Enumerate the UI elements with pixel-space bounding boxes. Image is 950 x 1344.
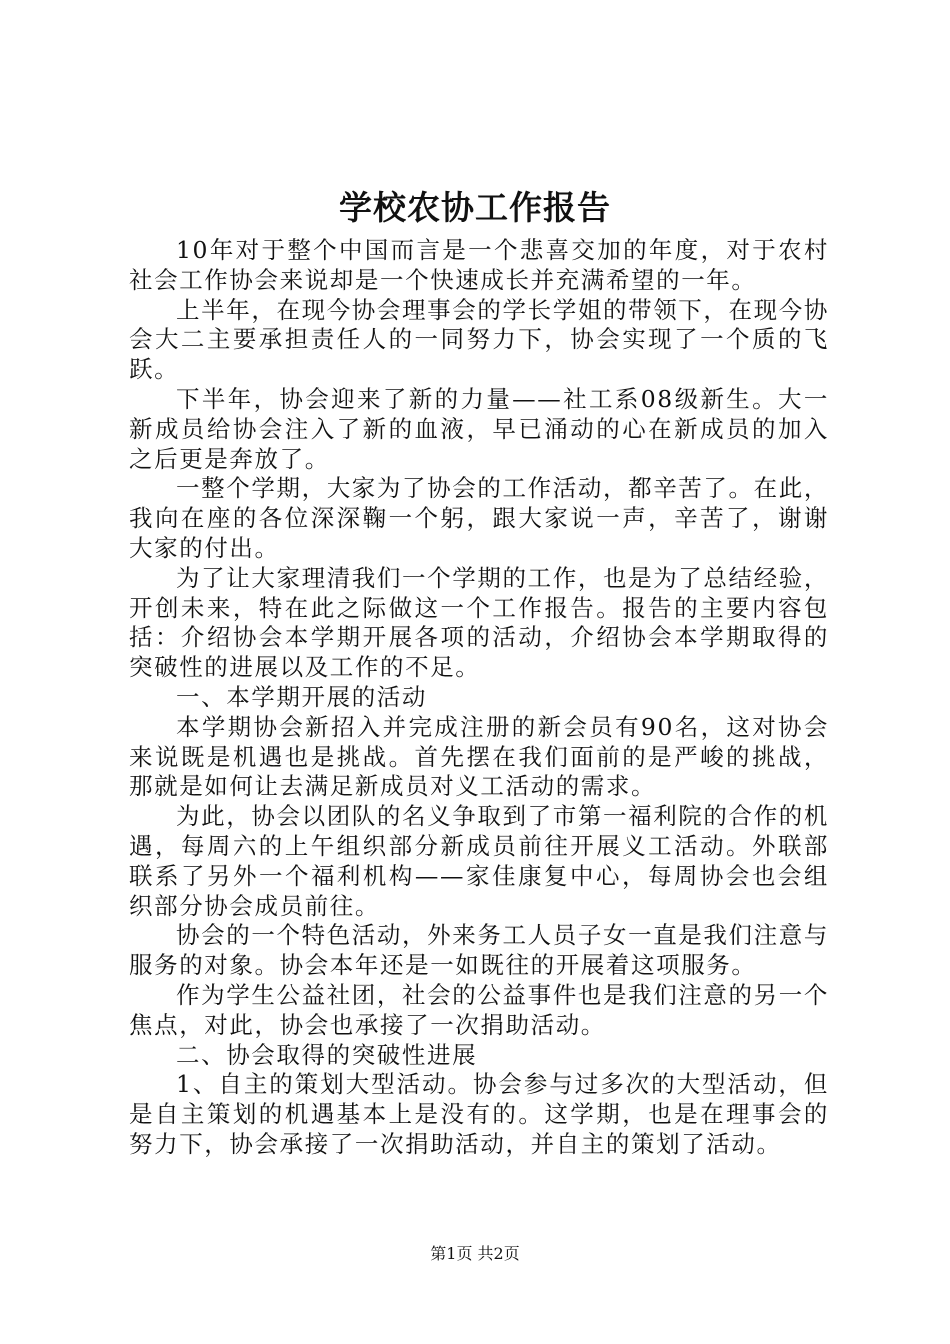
paragraph: 作为学生公益社团，社会的公益事件也是我们注意的另一个焦点，对此，协会也承接了一次捐助活动。 (129, 980, 829, 1039)
paragraph: 为此，协会以团队的名义争取到了市第一福利院的合作的机遇，每周六的上午组织部分新成员前往开展义工活动。外联部联系了另外一个福利机构——家佳康复中心，每周协会也会组织部分协会成员前往。 (129, 802, 829, 920)
paragraph: 为了让大家理清我们一个学期的工作，也是为了总结经验，开创未来，特在此之际做这一个工作报告。报告的主要内容包括：介绍协会本学期开展各项的活动，介绍协会本学期取得的突破性的进展以及工作的不足。 (129, 563, 829, 682)
paragraph: 上半年，在现今协会理事会的学长学姐的带领下，在现今协会大二主要承担责任人的一同努力下，协会实现了一个质的飞跃。 (129, 295, 829, 384)
section-heading: 一、本学期开展的活动 (176, 682, 427, 711)
document-title: 学校农协工作报告 (339, 188, 611, 227)
paragraph: 本学期协会新招入并完成注册的新会员有90名，这对协会来说既是机遇也是挑战。首先摆在我们面前的是严峻的挑战，那就是如何让去满足新成员对义工活动的需求。 (129, 712, 829, 801)
document-body (129, 236, 829, 1160)
paragraph: 10年对于整个中国而言是一个悲喜交加的年度，对于农村社会工作协会来说却是一个快速成长并充满希望的一年。 (129, 236, 829, 294)
paragraph: 下半年，协会迎来了新的力量——社工系08级新生。大一新成员给协会注入了新的血液，早已涌动的心在新成员的加入之后更是奔放了。 (129, 384, 829, 473)
paragraph: 协会的一个特色活动，外来务工人员子女一直是我们注意与服务的对象。协会本年还是一如既往的开展着这项服务。 (129, 921, 829, 980)
paragraph: 1、自主的策划大型活动。协会参与过多次的大型活动，但是自主策划的机遇基本上是没有的。这学期，也是在理事会的努力下，协会承接了一次捐助活动，并自主的策划了活动。 (129, 1070, 829, 1158)
section-heading: 二、协会取得的突破性进展 (176, 1040, 478, 1069)
page-number-footer: 第1页 共2页 (430, 1244, 520, 1263)
paragraph: 一整个学期，大家为了协会的工作活动，都辛苦了。在此，我向在座的各位深深鞠一个躬，跟大家说一声，辛苦了，谢谢大家的付出。 (129, 474, 829, 562)
